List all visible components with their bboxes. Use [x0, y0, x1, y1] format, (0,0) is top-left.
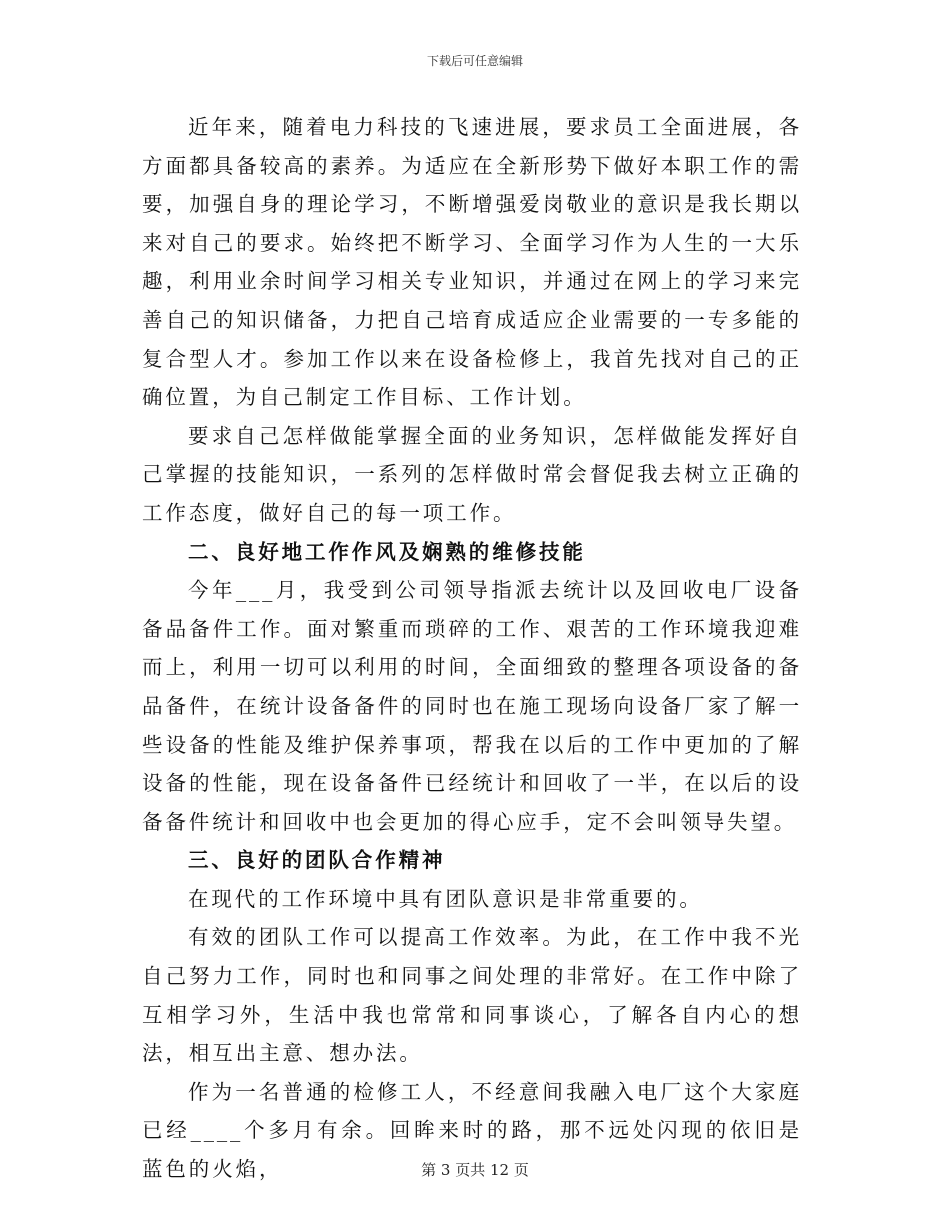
page-header: 下载后可任意编辑 [426, 54, 523, 68]
paragraph-5: 有效的团队工作可以提高工作效率。为此，在工作中我不光自己努力工作，同时也和同事之间处理的非常好。在工作中除了互相学习外，生活中我也常常和同事谈心，了解各自内心的想法，相互出主意、想办法。 [142, 925, 802, 1066]
page-footer: 第 3 页共 12 页 [421, 1161, 529, 1179]
paragraph-6: 作为一名普通的检修工人，不经意间我融入电厂这个大家庭已经____个多月有余。回眸来时的路，那不远处闪现的依旧是蓝色的火焰， [142, 1079, 802, 1182]
paragraph-2: 要求自己怎样做能掌握全面的业务知识，怎样做能发挥好自己掌握的技能知识，一系列的怎样做时常会督促我去树立正确的工作态度，做好自己的每一项工作。 [142, 423, 802, 525]
paragraph-3: 今年___月，我受到公司领导指派去统计以及回收电厂设备备品备件工作。面对繁重而琐碎的工作、艰苦的工作环境我迎难而上，利用一切可以利用的时间，全面细致的整理各项设备的备品备件，在统计设备备件的同时也在施工现场向设备厂家了解一些设备的性能及维护保养事项，帮我在以后的工作中更加的了解设备的性能，现在设备备件已经统计和回收了一半，在以后的设备备件统计和回收中也会更加的得心应手，定不会叫领导失望。 [142, 578, 802, 834]
paragraph-1: 近年来，随着电力科技的飞速进展，要求员工全面进展，各方面都具备较高的素养。为适应在全新形势下做好本职工作的需要，加强自身的理论学习，不断增强爱岗敬业的意识是我长期以来对自己的要求。始终把不断学习、全面学习作为人生的一大乐趣，利用业余时间学习相关专业知识，并通过在网上的学习来完善自己的知识储备，力把自己培育成适应企业需要的一专多能的复合型人才。参加工作以来在设备检修上，我首先找对自己的正确位置，为自己制定工作目标、工作计划。 [142, 115, 802, 410]
section-heading-3: 三、良好的团队合作精神 [188, 848, 446, 873]
paragraph-4: 在现代的工作环境中具有团队意识是非常重要的。 [188, 886, 703, 911]
section-heading-2: 二、良好地工作作风及娴熟的维修技能 [188, 539, 586, 564]
document-body [142, 108, 802, 1189]
